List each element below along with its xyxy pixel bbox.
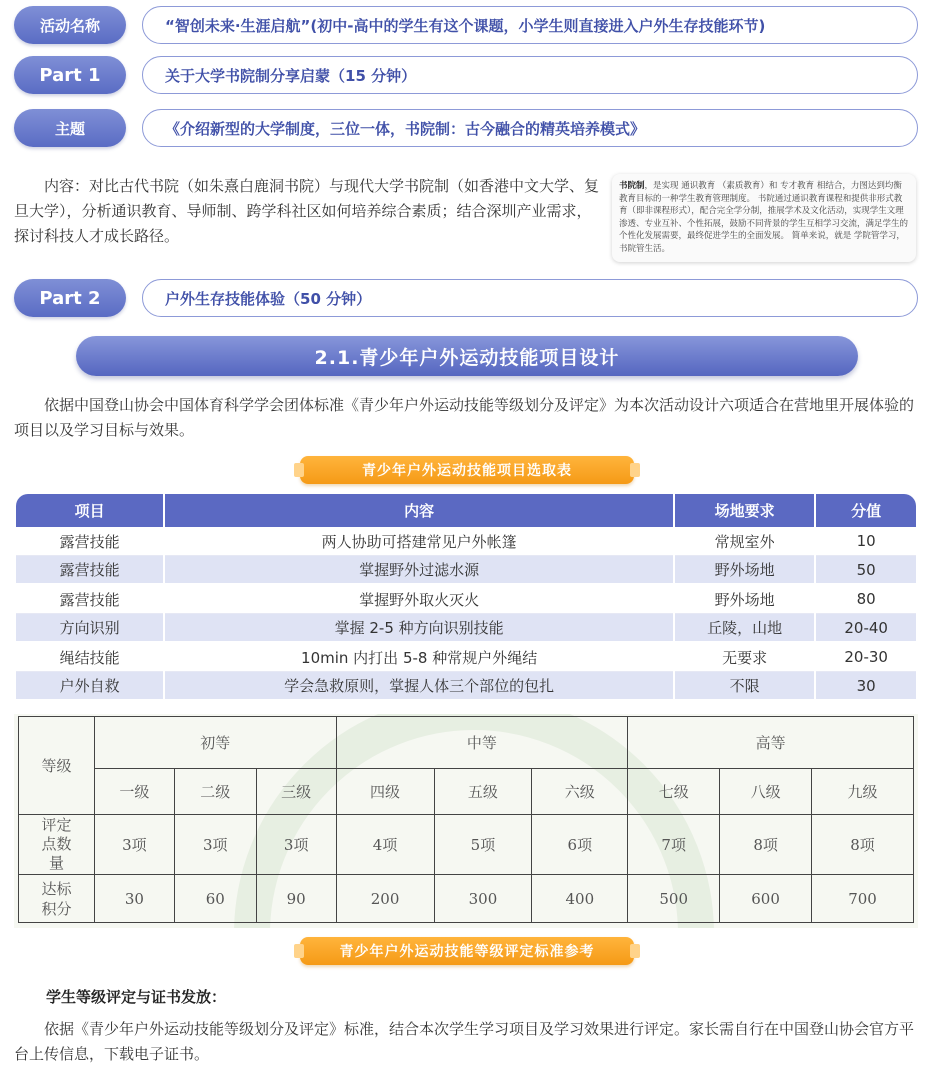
points-cell: 6项: [532, 815, 628, 875]
part1-row: [14, 56, 918, 94]
cell-score: 30: [816, 672, 916, 701]
header-venue: 场地要求: [675, 494, 814, 527]
score-cell: 60: [174, 875, 256, 923]
activity-name-value: “智创未来·生涯启航”(初中-高中的学生有这个课题，小学生则直接进入户外生存技能环节): [142, 6, 918, 44]
points-cell: 3项: [256, 815, 336, 875]
header-project: 项目: [16, 494, 163, 527]
header-score: 分值: [816, 494, 916, 527]
level-cell: 五级: [434, 769, 532, 815]
part1-value: 关于大学书院制分享启蒙（15 分钟）: [142, 56, 918, 94]
level-cell: 三级: [256, 769, 336, 815]
points-cell: 5项: [434, 815, 532, 875]
grade-group-row: [19, 717, 914, 769]
academy-system-note: [612, 174, 916, 262]
cell-content: 两人协助可搭建常见户外帐篷: [165, 527, 673, 556]
cell-project: 露营技能: [16, 585, 163, 614]
score-cell: 700: [812, 875, 914, 923]
table-row: [16, 614, 916, 643]
level-cell: 七级: [628, 769, 720, 815]
group-junior: 初等: [94, 717, 336, 769]
points-cell: 8项: [720, 815, 812, 875]
score-cell: 30: [94, 875, 174, 923]
header-content: 内容: [165, 494, 673, 527]
cell-content: 掌握 2-5 种方向识别技能: [165, 614, 673, 643]
score-cell: 200: [336, 875, 434, 923]
score-cell: 500: [628, 875, 720, 923]
points-cell: 7项: [628, 815, 720, 875]
theme-value: 《介绍新型的大学制度，三位一体，书院制：古今融合的精英培养模式》: [142, 109, 918, 147]
grade-level-row: [19, 769, 914, 815]
group-middle: 中等: [336, 717, 628, 769]
theme-label: 主题: [14, 109, 126, 147]
cell-venue: 丘陵，山地: [675, 614, 814, 643]
note-term: 书院制: [619, 181, 645, 191]
level-cell: 八级: [720, 769, 812, 815]
cell-venue: 野外场地: [675, 556, 814, 585]
cell-project: 方向识别: [16, 614, 163, 643]
cell-venue: 无要求: [675, 643, 814, 672]
grade-points-row: [19, 815, 914, 875]
grade-standard-image: [14, 714, 918, 928]
cell-score: 10: [816, 527, 916, 556]
cell-venue: 不限: [675, 672, 814, 701]
score-cell: 90: [256, 875, 336, 923]
level-cell: 六级: [532, 769, 628, 815]
activity-name-label: 活动名称: [14, 6, 126, 44]
grade-table-caption: 青少年户外运动技能等级评定标准参考: [300, 937, 634, 965]
certificate-subheading: 学生等级评定与证书发放：: [46, 988, 227, 1006]
skills-table-caption: 青少年户外运动技能项目选取表: [300, 456, 634, 484]
table-row: [16, 643, 916, 672]
grade-corner: 等级: [19, 717, 95, 815]
score-cell: 300: [434, 875, 532, 923]
cell-score: 20-30: [816, 643, 916, 672]
table-row: [16, 672, 916, 701]
cell-project: 露营技能: [16, 527, 163, 556]
points-cell: 4项: [336, 815, 434, 875]
cell-content: 学会急救原则，掌握人体三个部位的包扎: [165, 672, 673, 701]
note-text: ，是实现 通识教育 （素质教育）和 专才教育 相结合，力图达到均衡教育目标的一种学生教育管理制度。 书院通过通识教育课程和提供非形式教育（即非课程形式），配合完全学分制，推展学术及文化活动，实现学生文理渗透、专业互补、个性拓展，鼓励不同背景的学生互相学习交流，满足学生的个性化发展需要，最终促进学生的全面发展。 简单来说，就是 学院管学习，书院管生活。: [619, 181, 909, 254]
table-row: [16, 556, 916, 585]
content-paragraph: 内容：对比古代书院（如朱熹白鹿洞书院）与现代大学书院制（如香港中文大学、复旦大学），分析通识教育、导师制、跨学科社区如何培养综合素质；结合深圳产业需求，探讨科技人才成长路径。: [14, 177, 600, 245]
table-row: [16, 527, 916, 556]
cell-project: 绳结技能: [16, 643, 163, 672]
skills-table-header: [16, 494, 916, 527]
certificate-paragraph: 依据《青少年户外运动技能等级划分及评定》标准，结合本次学生学习项目及学习效果进行评定。家长需自行在中国登山协会官方平台上传信息，下载电子证书。: [14, 1020, 915, 1063]
cell-content: 10min 内打出 5-8 种常规户外绳结: [165, 643, 673, 672]
score-label: 达标积分: [19, 875, 95, 923]
cell-score: 80: [816, 585, 916, 614]
group-senior: 高等: [628, 717, 914, 769]
part1-label: Part 1: [14, 56, 126, 94]
part2-row: [14, 279, 918, 317]
table-row: [16, 585, 916, 614]
level-cell: 四级: [336, 769, 434, 815]
cell-venue: 常规室外: [675, 527, 814, 556]
part2-value: 户外生存技能体验（50 分钟）: [142, 279, 918, 317]
points-label: 评定点数量: [19, 815, 95, 875]
points-cell: 3项: [174, 815, 256, 875]
score-cell: 600: [720, 875, 812, 923]
cell-venue: 野外场地: [675, 585, 814, 614]
score-cell: 400: [532, 875, 628, 923]
level-cell: 一级: [94, 769, 174, 815]
cell-score: 20-40: [816, 614, 916, 643]
points-cell: 8项: [812, 815, 914, 875]
theme-row: [14, 109, 918, 147]
grade-standard-table: [18, 716, 914, 923]
points-cell: 3项: [94, 815, 174, 875]
grade-score-row: [19, 875, 914, 923]
cell-project: 露营技能: [16, 556, 163, 585]
intro-paragraph: 依据中国登山协会中国体育科学学会团体标准《青少年户外运动技能等级划分及评定》为本次活动设计六项适合在营地里开展体验的项目以及学习目标与效果。: [14, 396, 915, 439]
cell-content: 掌握野外取火灭火: [165, 585, 673, 614]
level-cell: 二级: [174, 769, 256, 815]
cell-project: 户外自救: [16, 672, 163, 701]
activity-name-row: [14, 6, 918, 44]
section-title: 2.1.青少年户外运动技能项目设计: [76, 336, 858, 376]
cell-score: 50: [816, 556, 916, 585]
level-cell: 九级: [812, 769, 914, 815]
skills-table: [14, 494, 918, 701]
cell-content: 掌握野外过滤水源: [165, 556, 673, 585]
part2-label: Part 2: [14, 279, 126, 317]
